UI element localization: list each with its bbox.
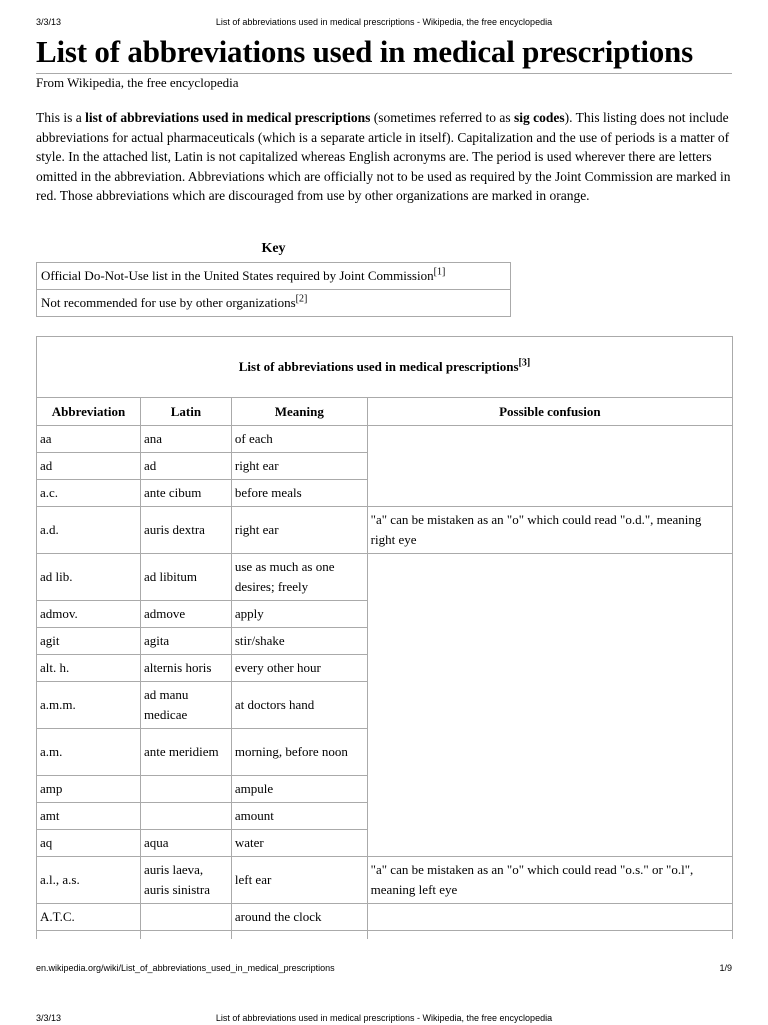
cell-meaning: right ear — [231, 507, 367, 554]
print-page-title: List of abbreviations used in medical prescriptions - Wikipedia, the free encyclopedia — [215, 17, 553, 27]
title-divider — [36, 73, 732, 74]
intro-text-3: ). This listing does not include abbreviations for actual pharmaceuticals (which is a separate article in itself). Capitalization and the use of periods is a matter of style. In the attached list, Latin is not capitalized whereas English acronyms are. The period is used wherever there are letters omitted in the abbreviation. Abbreviations which are officially not to be used as required by the Joint Commission are marked in red. Those abbreviations which are discouraged from use by other organizations are marked in orange. — [36, 110, 731, 203]
table-row — [37, 904, 733, 931]
cell-meaning: water — [231, 830, 367, 857]
cell-abbreviation: admov. — [37, 601, 141, 628]
print-header — [36, 17, 732, 29]
print-footer — [36, 963, 732, 975]
cell-latin — [140, 904, 231, 931]
print-url: en.wikipedia.org/wiki/List_of_abbreviations_used_in_medical_prescriptions — [36, 963, 335, 973]
cell-meaning: morning, before noon — [231, 729, 367, 776]
table-caption-text: List of abbreviations used in medical prescriptions — [238, 359, 519, 374]
key-cell — [37, 263, 511, 290]
table-row — [37, 857, 733, 904]
print-page-number: 1/9 — [719, 963, 732, 973]
cell-abbreviation: aa — [37, 426, 141, 453]
cell-meaning: around the clock — [231, 904, 367, 931]
page-subtitle: From Wikipedia, the free encyclopedia — [36, 75, 239, 90]
cell-meaning: every other hour — [231, 655, 367, 682]
empty-cell — [231, 931, 367, 939]
cell-latin: agita — [140, 628, 231, 655]
cell-abbreviation: amp — [37, 776, 141, 803]
empty-cell — [37, 931, 141, 939]
cell-meaning: apply — [231, 601, 367, 628]
cell-meaning: amount — [231, 803, 367, 830]
cell-latin: admove — [140, 601, 231, 628]
header-latin: Latin — [140, 398, 231, 426]
key-caption: Key — [261, 241, 286, 256]
print-date: 3/3/13 — [36, 17, 62, 27]
cell-latin: auris laeva, auris sinistra — [140, 857, 231, 904]
cell-latin: ante cibum — [140, 480, 231, 507]
cell-abbreviation: a.d. — [37, 507, 141, 554]
cell-meaning: of each — [231, 426, 367, 453]
cell-abbreviation: A.T.C. — [37, 904, 141, 931]
key-cell — [37, 290, 511, 317]
key-ref-link[interactable]: [1] — [433, 266, 446, 278]
header-meaning: Meaning — [231, 398, 367, 426]
intro-text-2: (sometimes referred to as — [370, 110, 514, 125]
cell-latin — [140, 776, 231, 803]
page-title: List of abbreviations used in medical prescriptions — [36, 34, 693, 69]
cell-abbreviation: a.m. — [37, 729, 141, 776]
table-caption-ref-link[interactable]: [3] — [518, 357, 531, 369]
cell-latin: ana — [140, 426, 231, 453]
key-row — [37, 290, 511, 317]
cell-abbreviation: a.c. — [37, 480, 141, 507]
cell-possible-confusion — [367, 554, 732, 857]
cell-latin: aqua — [140, 830, 231, 857]
cell-latin: ad — [140, 453, 231, 480]
cell-possible-confusion: "a" can be mistaken as an "o" which could read "o.d.", meaning right eye — [367, 507, 732, 554]
cell-possible-confusion: "a" can be mistaken as an "o" which could read "o.s." or "o.l", meaning left eye — [367, 857, 732, 904]
cell-abbreviation: aq — [37, 830, 141, 857]
table-row — [37, 507, 733, 554]
cell-latin: auris dextra — [140, 507, 231, 554]
cell-meaning: left ear — [231, 857, 367, 904]
cell-latin: ante meridiem — [140, 729, 231, 776]
cell-possible-confusion — [367, 426, 732, 507]
cell-abbreviation: a.l., a.s. — [37, 857, 141, 904]
cell-latin — [140, 803, 231, 830]
cell-latin: alternis horis — [140, 655, 231, 682]
cell-meaning: ampule — [231, 776, 367, 803]
cell-meaning: stir/shake — [231, 628, 367, 655]
header-possible-confusion: Possible confusion — [367, 398, 732, 426]
cell-meaning: use as much as one desires; freely — [231, 554, 367, 601]
cell-abbreviation: amt — [37, 803, 141, 830]
table-row — [37, 554, 733, 601]
intro-bold-term: list of abbreviations used in medical prescriptions — [85, 110, 371, 125]
sig-codes-term: sig codes — [513, 110, 565, 125]
abbreviations-table — [36, 336, 733, 939]
cell-possible-confusion — [367, 904, 732, 931]
header-abbreviation: Abbreviation — [37, 398, 141, 426]
cell-latin: ad manu medicae — [140, 682, 231, 729]
key-row — [37, 263, 511, 290]
cell-abbreviation: a.m.m. — [37, 682, 141, 729]
key-text: Official Do-Not-Use list in the United States required by Joint Commission — [41, 268, 434, 283]
cell-abbreviation: alt. h. — [37, 655, 141, 682]
cell-meaning: before meals — [231, 480, 367, 507]
next-page-header — [36, 1013, 732, 1025]
empty-cell — [140, 931, 231, 939]
cell-meaning: right ear — [231, 453, 367, 480]
key-table — [36, 262, 511, 317]
key-text: Not recommended for use by other organizations — [41, 295, 296, 310]
key-ref-link[interactable]: [2] — [295, 293, 308, 305]
cell-meaning: at doctors hand — [231, 682, 367, 729]
table-caption — [37, 337, 733, 398]
intro-text-1: This is a — [36, 110, 86, 125]
cell-abbreviation: ad lib. — [37, 554, 141, 601]
cell-latin: ad libitum — [140, 554, 231, 601]
table-row-partial — [37, 931, 733, 939]
table-row — [37, 426, 733, 453]
intro-paragraph — [36, 108, 736, 206]
cell-abbreviation: agit — [37, 628, 141, 655]
cell-abbreviation: ad — [37, 453, 141, 480]
empty-cell — [367, 931, 732, 939]
next-print-date: 3/3/13 — [36, 1013, 62, 1023]
next-print-page-title: List of abbreviations used in medical prescriptions - Wikipedia, the free encyclopedia — [215, 1013, 553, 1023]
